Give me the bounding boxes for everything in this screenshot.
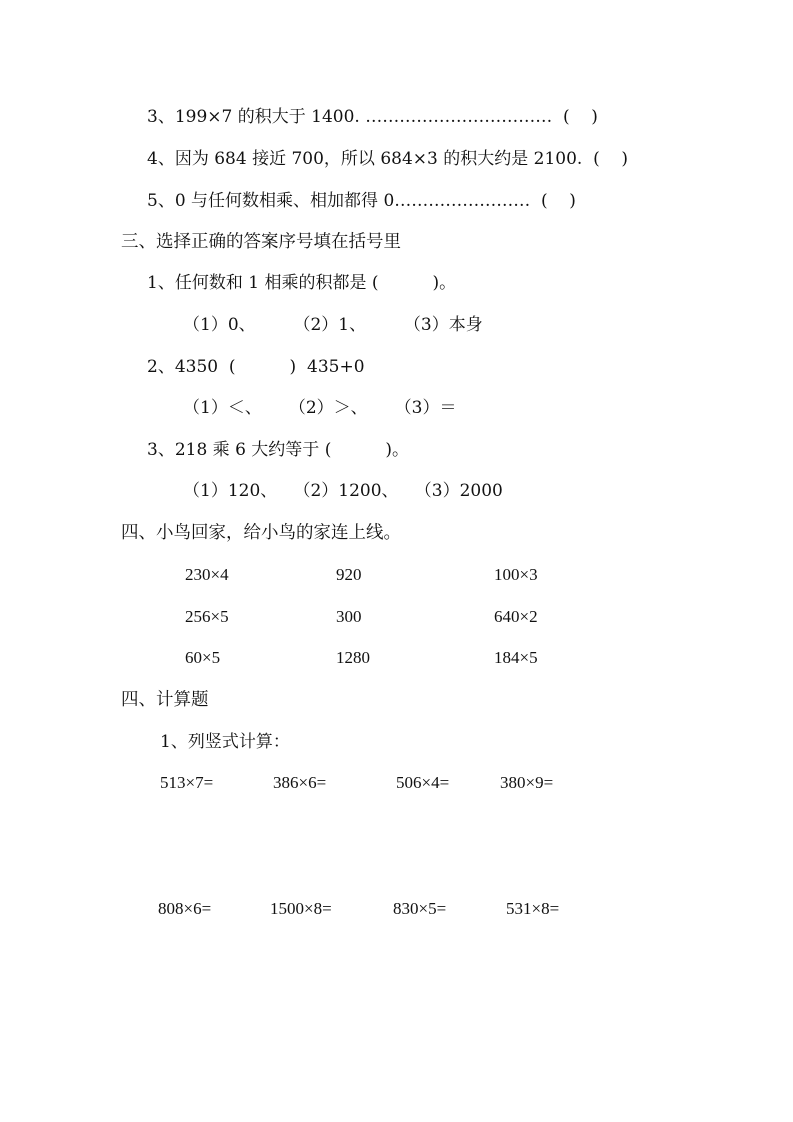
choice-question-3-options: （1）120、 （2）1200、 （3）2000 bbox=[183, 481, 503, 501]
bird-expr-6: 184×5 bbox=[494, 648, 538, 667]
choice-question-2: 2、4350 ( ) 435+0 bbox=[147, 357, 365, 377]
choice-question-2-options: （1）＜、 （2）＞、 （3）＝ bbox=[183, 398, 457, 418]
choice-question-1: 1、任何数和 1 相乘的积都是 ( )。 bbox=[147, 273, 457, 293]
choice-question-3: 3、218 乘 6 大约等于 ( )。 bbox=[147, 440, 409, 460]
calc-problem-2: 386×6= bbox=[273, 773, 327, 792]
section-3-title: 三、选择正确的答案序号填在括号里 bbox=[121, 232, 401, 252]
calc-problem-4: 380×9= bbox=[500, 773, 554, 792]
bird-expr-3: 256×5 bbox=[185, 607, 229, 626]
house-value-2: 300 bbox=[336, 607, 362, 626]
bird-expr-2: 100×3 bbox=[494, 565, 538, 584]
bird-expr-1: 230×4 bbox=[185, 565, 229, 584]
calc-problem-8: 531×8= bbox=[506, 899, 560, 918]
section-4-title: 四、小鸟回家，给小鸟的家连上线。 bbox=[121, 523, 401, 543]
house-value-1: 920 bbox=[336, 565, 362, 584]
calc-problem-5: 808×6= bbox=[158, 899, 212, 918]
bird-expr-4: 640×2 bbox=[494, 607, 538, 626]
calc-problem-7: 830×5= bbox=[393, 899, 447, 918]
choice-question-1-options: （1）0、 （2）1、 （3）本身 bbox=[183, 315, 483, 335]
section-5-title: 四、计算题 bbox=[121, 690, 209, 710]
calc-problem-6: 1500×8= bbox=[270, 899, 332, 918]
calc-problem-3: 506×4= bbox=[396, 773, 450, 792]
house-value-3: 1280 bbox=[336, 648, 370, 667]
judge-item-3: 3、199×7 的积大于 1400. …………………………… ( ) bbox=[147, 107, 598, 127]
judge-item-4: 4、因为 684 接近 700，所以 684×3 的积大约是 2100. ( ) bbox=[147, 149, 628, 169]
calc-problem-1: 513×7= bbox=[160, 773, 214, 792]
bird-expr-5: 60×5 bbox=[185, 648, 221, 667]
calc-subtitle: 1、列竖式计算： bbox=[160, 732, 290, 752]
judge-item-5: 5、0 与任何数相乘、相加都得 0…………………… ( ) bbox=[147, 191, 576, 211]
